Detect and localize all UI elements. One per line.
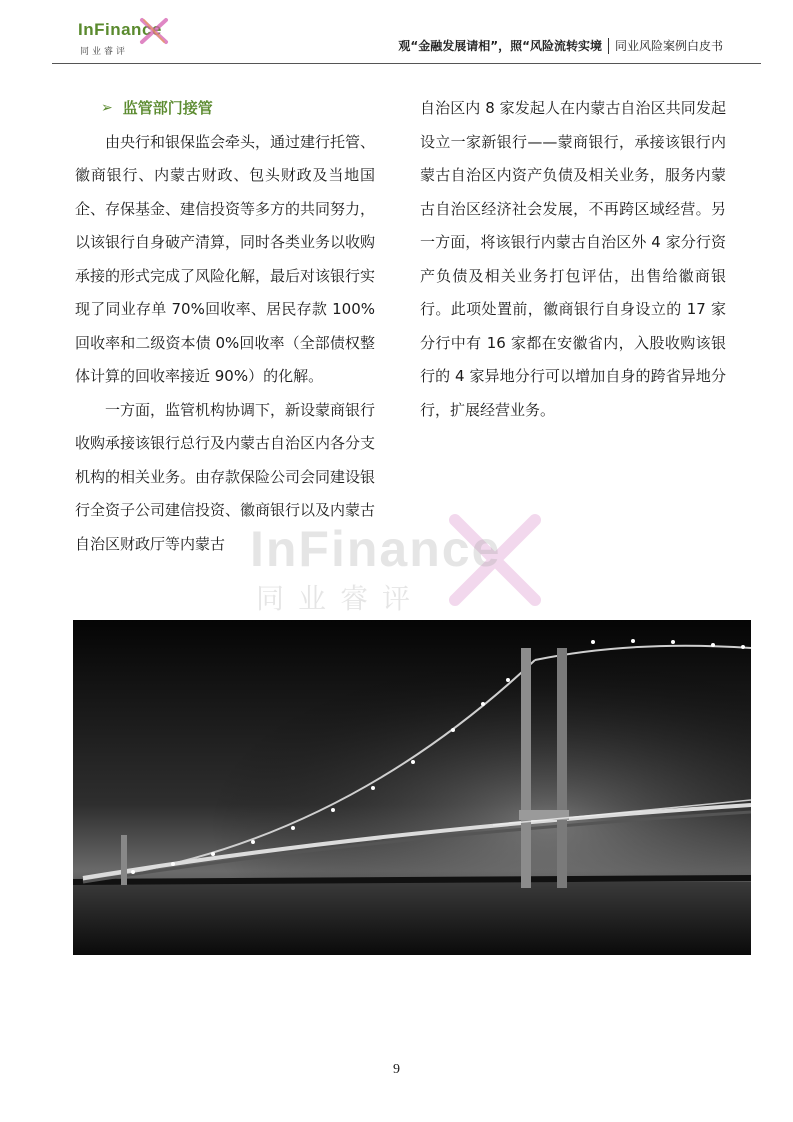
suspension-bridge-photo bbox=[73, 620, 751, 955]
paragraph: 自治区内 8 家发起人在内蒙古自治区共同发起设立一家新银行——蒙商银行，承接该银行内蒙古自治区内资产负债及相关业务，服务内蒙古自治区经济社会发展，不再跨区域经营。另一方面，将该银行内蒙古自治区外 4 家分行资产负债及相关业务打包评估，出售给徽商银行。此项处置前，徽商银行自身设立的 17 家分行中有 16 家都在安徽省内，入股收购该银行的 4 家异地分行可以增加自身的跨省异地分行，扩展经营业务。 bbox=[420, 99, 726, 419]
section-heading-text: 监管部门接管 bbox=[122, 99, 213, 117]
right-column bbox=[420, 92, 726, 427]
logo-subtitle: 同业睿评 bbox=[80, 47, 129, 57]
paragraph: 由央行和银保监会牵头，通过建行托管、徽商银行、内蒙古财政、包头财政及当地国企、存保基金、建信投资等多方的共同努力，以该银行自身破产清算，同时各类业务以收购承接的形式完成了风险化解，最后对该银行实现了同业存单 70%回收率、居民存款 100%回收率和二级资本债 0%回收率（全部债权整体计算的回收率接近 90%）的化解。 bbox=[75, 132, 376, 385]
header-separator bbox=[608, 38, 609, 54]
section-heading bbox=[75, 92, 375, 126]
header-logo bbox=[78, 18, 178, 58]
watermark-wordmark: InFinance bbox=[250, 521, 502, 577]
logo-x-icon bbox=[138, 16, 170, 46]
header-title-block bbox=[398, 37, 723, 54]
logo-wordmark: InFinance bbox=[78, 20, 162, 39]
watermark-x-icon bbox=[440, 505, 550, 615]
watermark-subtitle: 同业睿评 bbox=[256, 582, 425, 615]
left-column bbox=[75, 92, 375, 561]
document-title: 同业风险案例白皮书 bbox=[614, 39, 723, 53]
arrow-bullet-icon: ➢ bbox=[101, 100, 113, 116]
header-divider bbox=[52, 63, 761, 64]
paragraph: 一方面，监管机构协调下，新设蒙商银行收购承接该银行总行及内蒙古自治区内各分支机构的相关业务。由存款保险公司会同建设银行全资子公司建信投资、徽商银行以及内蒙古自治区财政厅等内蒙古 bbox=[75, 400, 376, 553]
header-motto: 观“金融发展请相”，照“风险流转实境 bbox=[398, 39, 602, 53]
page-number: 9 bbox=[393, 1062, 400, 1077]
